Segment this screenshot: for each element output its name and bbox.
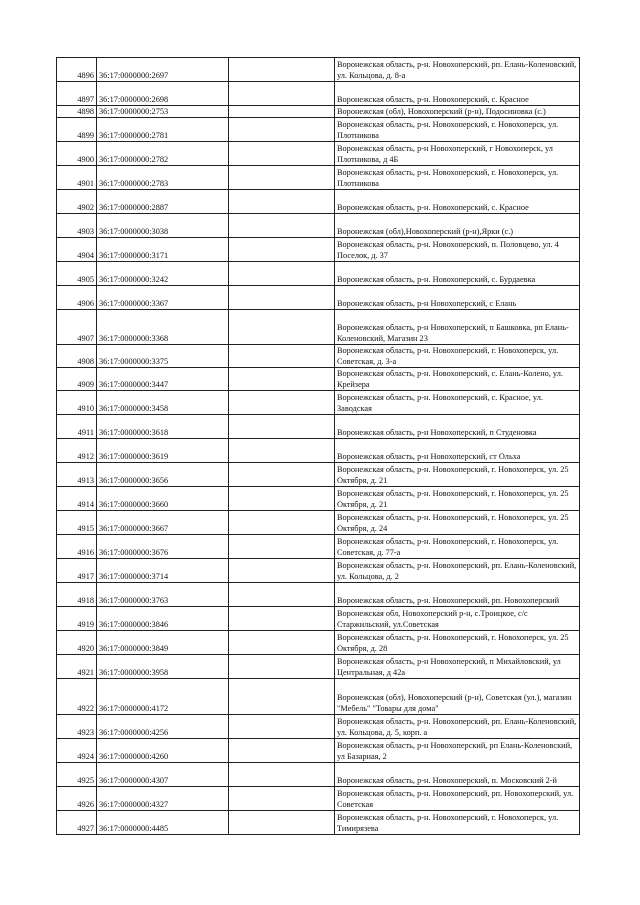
cadastral-number: 36:17:0000000:3958 (97, 655, 229, 679)
row-number: 4916 (57, 535, 97, 559)
row-number: 4927 (57, 811, 97, 835)
empty-cell (229, 166, 335, 190)
table-row (57, 631, 580, 655)
empty-cell (229, 190, 335, 214)
address-cell: Воронежская область, р-н. Новохоперский, г. Новохоперск, ул. Советская, д. 3-а (335, 345, 580, 368)
cadastral-number: 36:17:0000000:3038 (97, 214, 229, 238)
row-number: 4907 (57, 310, 97, 345)
table-row (57, 739, 580, 763)
row-number: 4912 (57, 439, 97, 463)
cadastral-number: 36:17:0000000:2782 (97, 142, 229, 166)
registry-table (56, 57, 580, 835)
table-row (57, 463, 580, 487)
row-number: 4911 (57, 415, 97, 439)
table-row (57, 439, 580, 463)
table-row (57, 310, 580, 345)
row-number: 4917 (57, 559, 97, 583)
row-number: 4920 (57, 631, 97, 655)
table-row (57, 82, 580, 106)
empty-cell (229, 679, 335, 715)
empty-cell (229, 368, 335, 391)
empty-cell (229, 142, 335, 166)
row-number: 4914 (57, 487, 97, 511)
address-cell: Воронежская область, р-н. Новохоперский, рп. Елань-Коленовский, ул. Кольцова, д. 8-а (335, 58, 580, 82)
table-row (57, 166, 580, 190)
address-cell: Воронежская область, р-н. Новохоперский, рп. Новохоперский, ул. Советская (335, 787, 580, 811)
row-number: 4924 (57, 739, 97, 763)
empty-cell (229, 511, 335, 535)
address-cell: Воронежская область, р-н. Новохоперский, г. Новохоперск, ул. Тимирязева (335, 811, 580, 835)
cadastral-number: 36:17:0000000:3656 (97, 463, 229, 487)
table-row (57, 368, 580, 391)
table-row (57, 345, 580, 368)
row-number: 4900 (57, 142, 97, 166)
table-row (57, 607, 580, 631)
cadastral-number: 36:17:0000000:4172 (97, 679, 229, 715)
row-number: 4896 (57, 58, 97, 82)
table-row (57, 511, 580, 535)
row-number: 4903 (57, 214, 97, 238)
table-row (57, 763, 580, 787)
cadastral-number: 36:17:0000000:3714 (97, 559, 229, 583)
empty-cell (229, 811, 335, 835)
table-row (57, 262, 580, 286)
table-row (57, 286, 580, 310)
empty-cell (229, 58, 335, 82)
table-row (57, 715, 580, 739)
address-cell: Воронежская область, р-н Новохоперский, ст Ольха (335, 439, 580, 463)
address-cell: Воронежская область, р-н. Новохоперский, с. Красное, ул. Заводская (335, 391, 580, 415)
empty-cell (229, 631, 335, 655)
table-row (57, 583, 580, 607)
table-row (57, 190, 580, 214)
cadastral-number: 36:17:0000000:3618 (97, 415, 229, 439)
cadastral-number: 36:17:0000000:3242 (97, 262, 229, 286)
address-cell: Воронежская область, р-н. Новохоперский, п. Московский 2-й (335, 763, 580, 787)
cadastral-number: 36:17:0000000:2783 (97, 166, 229, 190)
address-cell: Воронежская область, р-н. Новохоперский, г. Новохоперск, ул. 25 Октября, д. 21 (335, 487, 580, 511)
row-number: 4904 (57, 238, 97, 262)
empty-cell (229, 345, 335, 368)
registry-table-page (56, 57, 579, 835)
empty-cell (229, 415, 335, 439)
row-number: 4897 (57, 82, 97, 106)
cadastral-number: 36:17:0000000:3660 (97, 487, 229, 511)
table-row (57, 559, 580, 583)
address-cell: Воронежская область, р-н. Новохоперский, п. Половцево, ул. 4 Поселок, д. 37 (335, 238, 580, 262)
address-cell: Воронежская область, р-н. Новохоперский, с. Бурдаевка (335, 262, 580, 286)
cadastral-number: 36:17:0000000:2698 (97, 82, 229, 106)
empty-cell (229, 487, 335, 511)
cadastral-number: 36:17:0000000:3667 (97, 511, 229, 535)
cadastral-number: 36:17:0000000:3458 (97, 391, 229, 415)
row-number: 4899 (57, 118, 97, 142)
empty-cell (229, 286, 335, 310)
row-number: 4913 (57, 463, 97, 487)
row-number: 4902 (57, 190, 97, 214)
cadastral-number: 36:17:0000000:3447 (97, 368, 229, 391)
address-cell: Воронежская область, р-н Новохоперский, г Новохоперск, ул Плотникова, д 4Б (335, 142, 580, 166)
table-row (57, 58, 580, 82)
row-number: 4898 (57, 106, 97, 118)
empty-cell (229, 535, 335, 559)
row-number: 4922 (57, 679, 97, 715)
address-cell: Воронежская область, р-н. Новохоперский, с. Елань-Колено, ул. Крейзера (335, 368, 580, 391)
empty-cell (229, 262, 335, 286)
address-cell: Воронежская область, р-н. Новохоперский, рп. Новохоперский (335, 583, 580, 607)
address-cell: Воронежская (обл), Новохоперский (р-н), Советская (ул.), магазин "Мебель" "Товары для дома" (335, 679, 580, 715)
empty-cell (229, 583, 335, 607)
row-number: 4908 (57, 345, 97, 368)
empty-cell (229, 787, 335, 811)
address-cell: Воронежская обл, Новохоперский р-н, с.Троицкое, с/с Старжильский, ул.Советская (335, 607, 580, 631)
cadastral-number: 36:17:0000000:3846 (97, 607, 229, 631)
cadastral-number: 36:17:0000000:3375 (97, 345, 229, 368)
empty-cell (229, 118, 335, 142)
empty-cell (229, 106, 335, 118)
empty-cell (229, 214, 335, 238)
cadastral-number: 36:17:0000000:3171 (97, 238, 229, 262)
address-cell: Воронежская область, р-н. Новохоперский, рп. Елань-Коленовский, ул. Кольцова, д. 5, корп. а (335, 715, 580, 739)
row-number: 4926 (57, 787, 97, 811)
cadastral-number: 36:17:0000000:2887 (97, 190, 229, 214)
address-cell: Воронежская область, р-н. Новохоперский, г. Новохоперск, ул. 25 Октября, д. 28 (335, 631, 580, 655)
row-number: 4919 (57, 607, 97, 631)
address-cell: Воронежская область, р-н. Новохоперский, г. Новохоперск, ул. Плотникова (335, 166, 580, 190)
table-row (57, 118, 580, 142)
row-number: 4921 (57, 655, 97, 679)
cadastral-number: 36:17:0000000:3367 (97, 286, 229, 310)
empty-cell (229, 310, 335, 345)
table-row (57, 238, 580, 262)
cadastral-number: 36:17:0000000:3368 (97, 310, 229, 345)
row-number: 4906 (57, 286, 97, 310)
address-cell: Воронежская область, р-н. Новохоперский, г. Новохоперск, ул. Советская, д. 77-а (335, 535, 580, 559)
table-row (57, 787, 580, 811)
address-cell: Воронежская область, р-н Новохоперский, с Елань (335, 286, 580, 310)
empty-cell (229, 82, 335, 106)
address-cell: Воронежская (обл), Новохоперский (р-н), Подосиновка (с.) (335, 106, 580, 118)
table-row (57, 106, 580, 118)
address-cell: Воронежская область, р-н. Новохоперский, с. Красное (335, 82, 580, 106)
cadastral-number: 36:17:0000000:3619 (97, 439, 229, 463)
registry-table-body (57, 58, 580, 835)
address-cell: Воронежская область, р-н. Новохоперский, с. Красное (335, 190, 580, 214)
cadastral-number: 36:17:0000000:3849 (97, 631, 229, 655)
empty-cell (229, 715, 335, 739)
row-number: 4925 (57, 763, 97, 787)
table-row (57, 811, 580, 835)
row-number: 4910 (57, 391, 97, 415)
table-row (57, 679, 580, 715)
empty-cell (229, 607, 335, 631)
row-number: 4918 (57, 583, 97, 607)
cadastral-number: 36:17:0000000:3676 (97, 535, 229, 559)
table-row (57, 214, 580, 238)
empty-cell (229, 763, 335, 787)
cadastral-number: 36:17:0000000:4327 (97, 787, 229, 811)
row-number: 4905 (57, 262, 97, 286)
address-cell: Воронежская область, р-н. Новохоперский, г. Новохоперск, ул. 25 Октября, д. 21 (335, 463, 580, 487)
table-row (57, 415, 580, 439)
table-row (57, 655, 580, 679)
empty-cell (229, 655, 335, 679)
table-row (57, 391, 580, 415)
row-number: 4909 (57, 368, 97, 391)
cadastral-number: 36:17:0000000:4307 (97, 763, 229, 787)
empty-cell (229, 391, 335, 415)
empty-cell (229, 739, 335, 763)
cadastral-number: 36:17:0000000:2781 (97, 118, 229, 142)
row-number: 4915 (57, 511, 97, 535)
table-row (57, 142, 580, 166)
address-cell: Воронежская область, р-н. Новохоперский, рп. Елань-Коленовский, ул. Кольцова, д. 2 (335, 559, 580, 583)
cadastral-number: 36:17:0000000:2697 (97, 58, 229, 82)
address-cell: Воронежская область, р-н. Новохоперский, г. Новохоперск, ул. 25 Октября, д. 24 (335, 511, 580, 535)
cadastral-number: 36:17:0000000:2753 (97, 106, 229, 118)
table-row (57, 535, 580, 559)
address-cell: Воронежская область, р-н. Новохоперский, г. Новохоперск, ул. Плотникова (335, 118, 580, 142)
cadastral-number: 36:17:0000000:4485 (97, 811, 229, 835)
empty-cell (229, 439, 335, 463)
cadastral-number: 36:17:0000000:3763 (97, 583, 229, 607)
address-cell: Воронежская область, р-н Новохоперский, п Студеновка (335, 415, 580, 439)
row-number: 4923 (57, 715, 97, 739)
empty-cell (229, 463, 335, 487)
cadastral-number: 36:17:0000000:4260 (97, 739, 229, 763)
table-row (57, 487, 580, 511)
address-cell: Воронежская (обл),Новохоперский (р-н),Ярки (с.) (335, 214, 580, 238)
empty-cell (229, 559, 335, 583)
address-cell: Воронежская область, р-н Новохоперский, п Башковка, рп Елань-Коленовский, Магазин 23 (335, 310, 580, 345)
address-cell: Воронежская область, р-н Новохоперский, рп Елань-Коленовский, ул Базарная, 2 (335, 739, 580, 763)
cadastral-number: 36:17:0000000:4256 (97, 715, 229, 739)
row-number: 4901 (57, 166, 97, 190)
address-cell: Воронежская область, р-н Новохоперский, п Михайловский, ул Центральная, д 42а (335, 655, 580, 679)
empty-cell (229, 238, 335, 262)
